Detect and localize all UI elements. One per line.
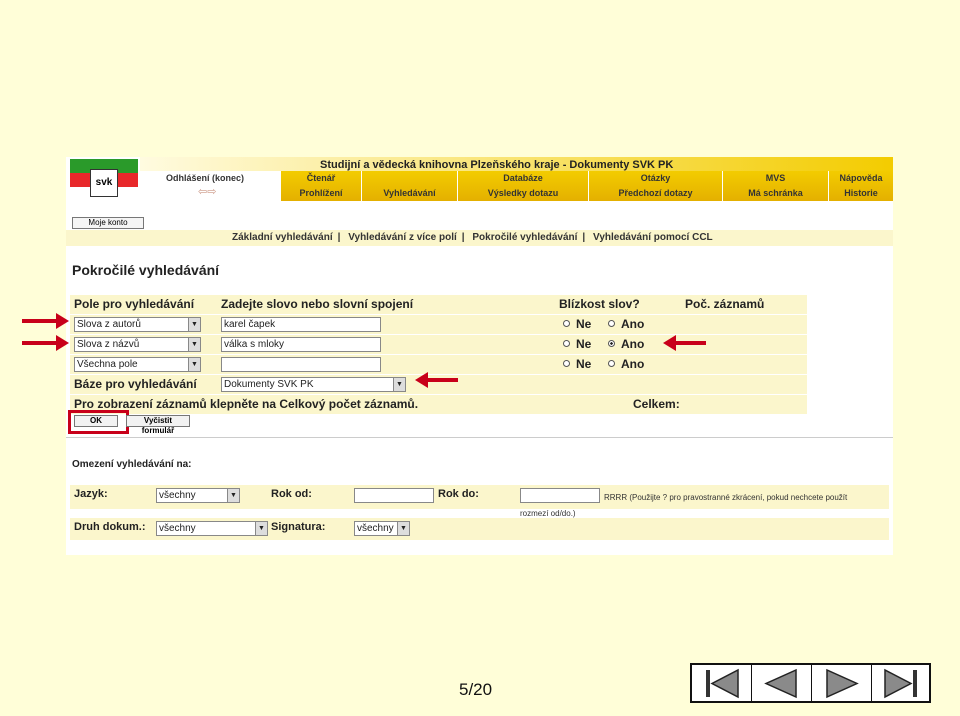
year-from-label: Rok od: [271, 488, 312, 500]
arrow-right-icon [22, 311, 70, 331]
results-note: Pro zobrazení záznamů klepněte na Celkový počet záznamů. [74, 397, 419, 411]
column-proximity: Blízkost slov? [559, 297, 640, 311]
ok-highlight-frame [68, 410, 129, 434]
proximity-no-3[interactable]: Ne [563, 357, 591, 372]
chevron-down-icon: ▼ [393, 378, 405, 391]
chevron-down-icon: ▼ [255, 522, 267, 535]
menu-ctenar[interactable]: Čtenář Prohlížení [281, 171, 361, 201]
previous-icon [752, 665, 811, 701]
last-slide-button[interactable] [872, 665, 931, 701]
my-account-button[interactable]: Moje konto [72, 217, 144, 229]
proximity-no-1[interactable]: Ne [563, 317, 591, 332]
field-select-2[interactable]: Slova z názvů ▼ [74, 337, 201, 352]
term-input-2[interactable]: válka s mloky [221, 337, 381, 352]
year-hint-2: rozmezí od/do.) [520, 509, 576, 518]
column-term: Zadejte slovo nebo slovní spojení [221, 297, 414, 311]
screenshot-panel [66, 157, 893, 555]
next-slide-button[interactable] [812, 665, 872, 701]
proximity-yes-3[interactable]: Ano [608, 357, 644, 372]
signature-select[interactable]: všechny ▼ [354, 521, 410, 536]
arrow-left-icon [662, 333, 706, 353]
nav-multi-field[interactable]: Vyhledávání z více polí [348, 232, 457, 243]
divider [66, 437, 893, 438]
year-hint: RRRR (Použijte ? pro pravostranné zkrácení, pokud nechcete použít [604, 493, 848, 502]
chevron-down-icon: ▼ [227, 489, 239, 502]
nav-basic[interactable]: Základní vyhledávání [232, 232, 333, 243]
slide-navigation [690, 663, 931, 703]
last-icon [872, 665, 931, 701]
field-select-1[interactable]: Slova z autorů ▼ [74, 317, 201, 332]
site-title: Studijní a vědecká knihovna Plzeňského kraje - Dokumenty SVK PK [320, 159, 674, 171]
term-input-3[interactable] [221, 357, 381, 372]
page-title: Pokročilé vyhledávání [72, 262, 220, 278]
nav-advanced[interactable]: Pokročilé vyhledávání [472, 232, 578, 243]
year-from-input[interactable] [354, 488, 434, 503]
arrow-right-icon [22, 333, 70, 353]
slide-page-number: 5/20 [459, 680, 493, 699]
proximity-yes-1[interactable]: Ano [608, 317, 644, 332]
menu-mvs[interactable]: MVS Má schránka [723, 171, 828, 201]
ok-button[interactable]: OK [74, 415, 118, 427]
proximity-no-2[interactable]: Ne [563, 337, 591, 352]
chevron-down-icon: ▼ [188, 338, 200, 351]
year-to-label: Rok do: [438, 488, 479, 500]
proximity-yes-2[interactable]: Ano [608, 337, 644, 352]
first-icon [692, 665, 751, 701]
first-slide-button[interactable] [692, 665, 752, 701]
language-label: Jazyk: [74, 488, 108, 500]
base-label: Báze pro vyhledávání [74, 377, 197, 391]
doctype-select[interactable]: všechny ▼ [156, 521, 268, 536]
clear-form-button[interactable]: Vyčistit formulář [126, 415, 190, 427]
back-forward-icon[interactable]: ⇦⇨ [198, 186, 217, 198]
logout-link[interactable]: Odhlášení (konec) [166, 173, 245, 183]
next-icon [812, 665, 871, 701]
library-logo: svk [70, 159, 138, 200]
search-type-nav: Základní vyhledávání | Vyhledávání z více polí | Pokročilé vyhledávání | Vyhledávání pomocí CCL [66, 230, 893, 246]
doctype-label: Druh dokum.: [74, 521, 146, 533]
menu-otazky[interactable]: Otázky Předchozí dotazy [589, 171, 722, 201]
menu-napoveda[interactable]: Nápověda Historie [829, 171, 893, 201]
signature-label: Signatura: [271, 521, 326, 533]
previous-slide-button[interactable] [752, 665, 812, 701]
term-input-1[interactable]: karel čapek [221, 317, 381, 332]
menu-vyhledavani[interactable]: Vyhledávání [362, 171, 457, 201]
column-field: Pole pro vyhledávání [74, 297, 195, 311]
column-count: Poč. záznamů [685, 297, 765, 311]
limits-title: Omezení vyhledávání na: [72, 459, 192, 470]
nav-ccl[interactable]: Vyhledávání pomocí CCL [593, 232, 713, 243]
chevron-down-icon: ▼ [397, 522, 409, 535]
year-to-input[interactable] [520, 488, 600, 503]
base-select[interactable]: Dokumenty SVK PK ▼ [221, 377, 406, 392]
chevron-down-icon: ▼ [188, 318, 200, 331]
total-label[interactable]: Celkem: [633, 397, 680, 411]
arrow-left-icon [414, 370, 458, 390]
field-select-3[interactable]: Všechna pole ▼ [74, 357, 201, 372]
language-select[interactable]: všechny ▼ [156, 488, 240, 503]
chevron-down-icon: ▼ [188, 358, 200, 371]
menu-databaze[interactable]: Databáze Výsledky dotazu [458, 171, 588, 201]
